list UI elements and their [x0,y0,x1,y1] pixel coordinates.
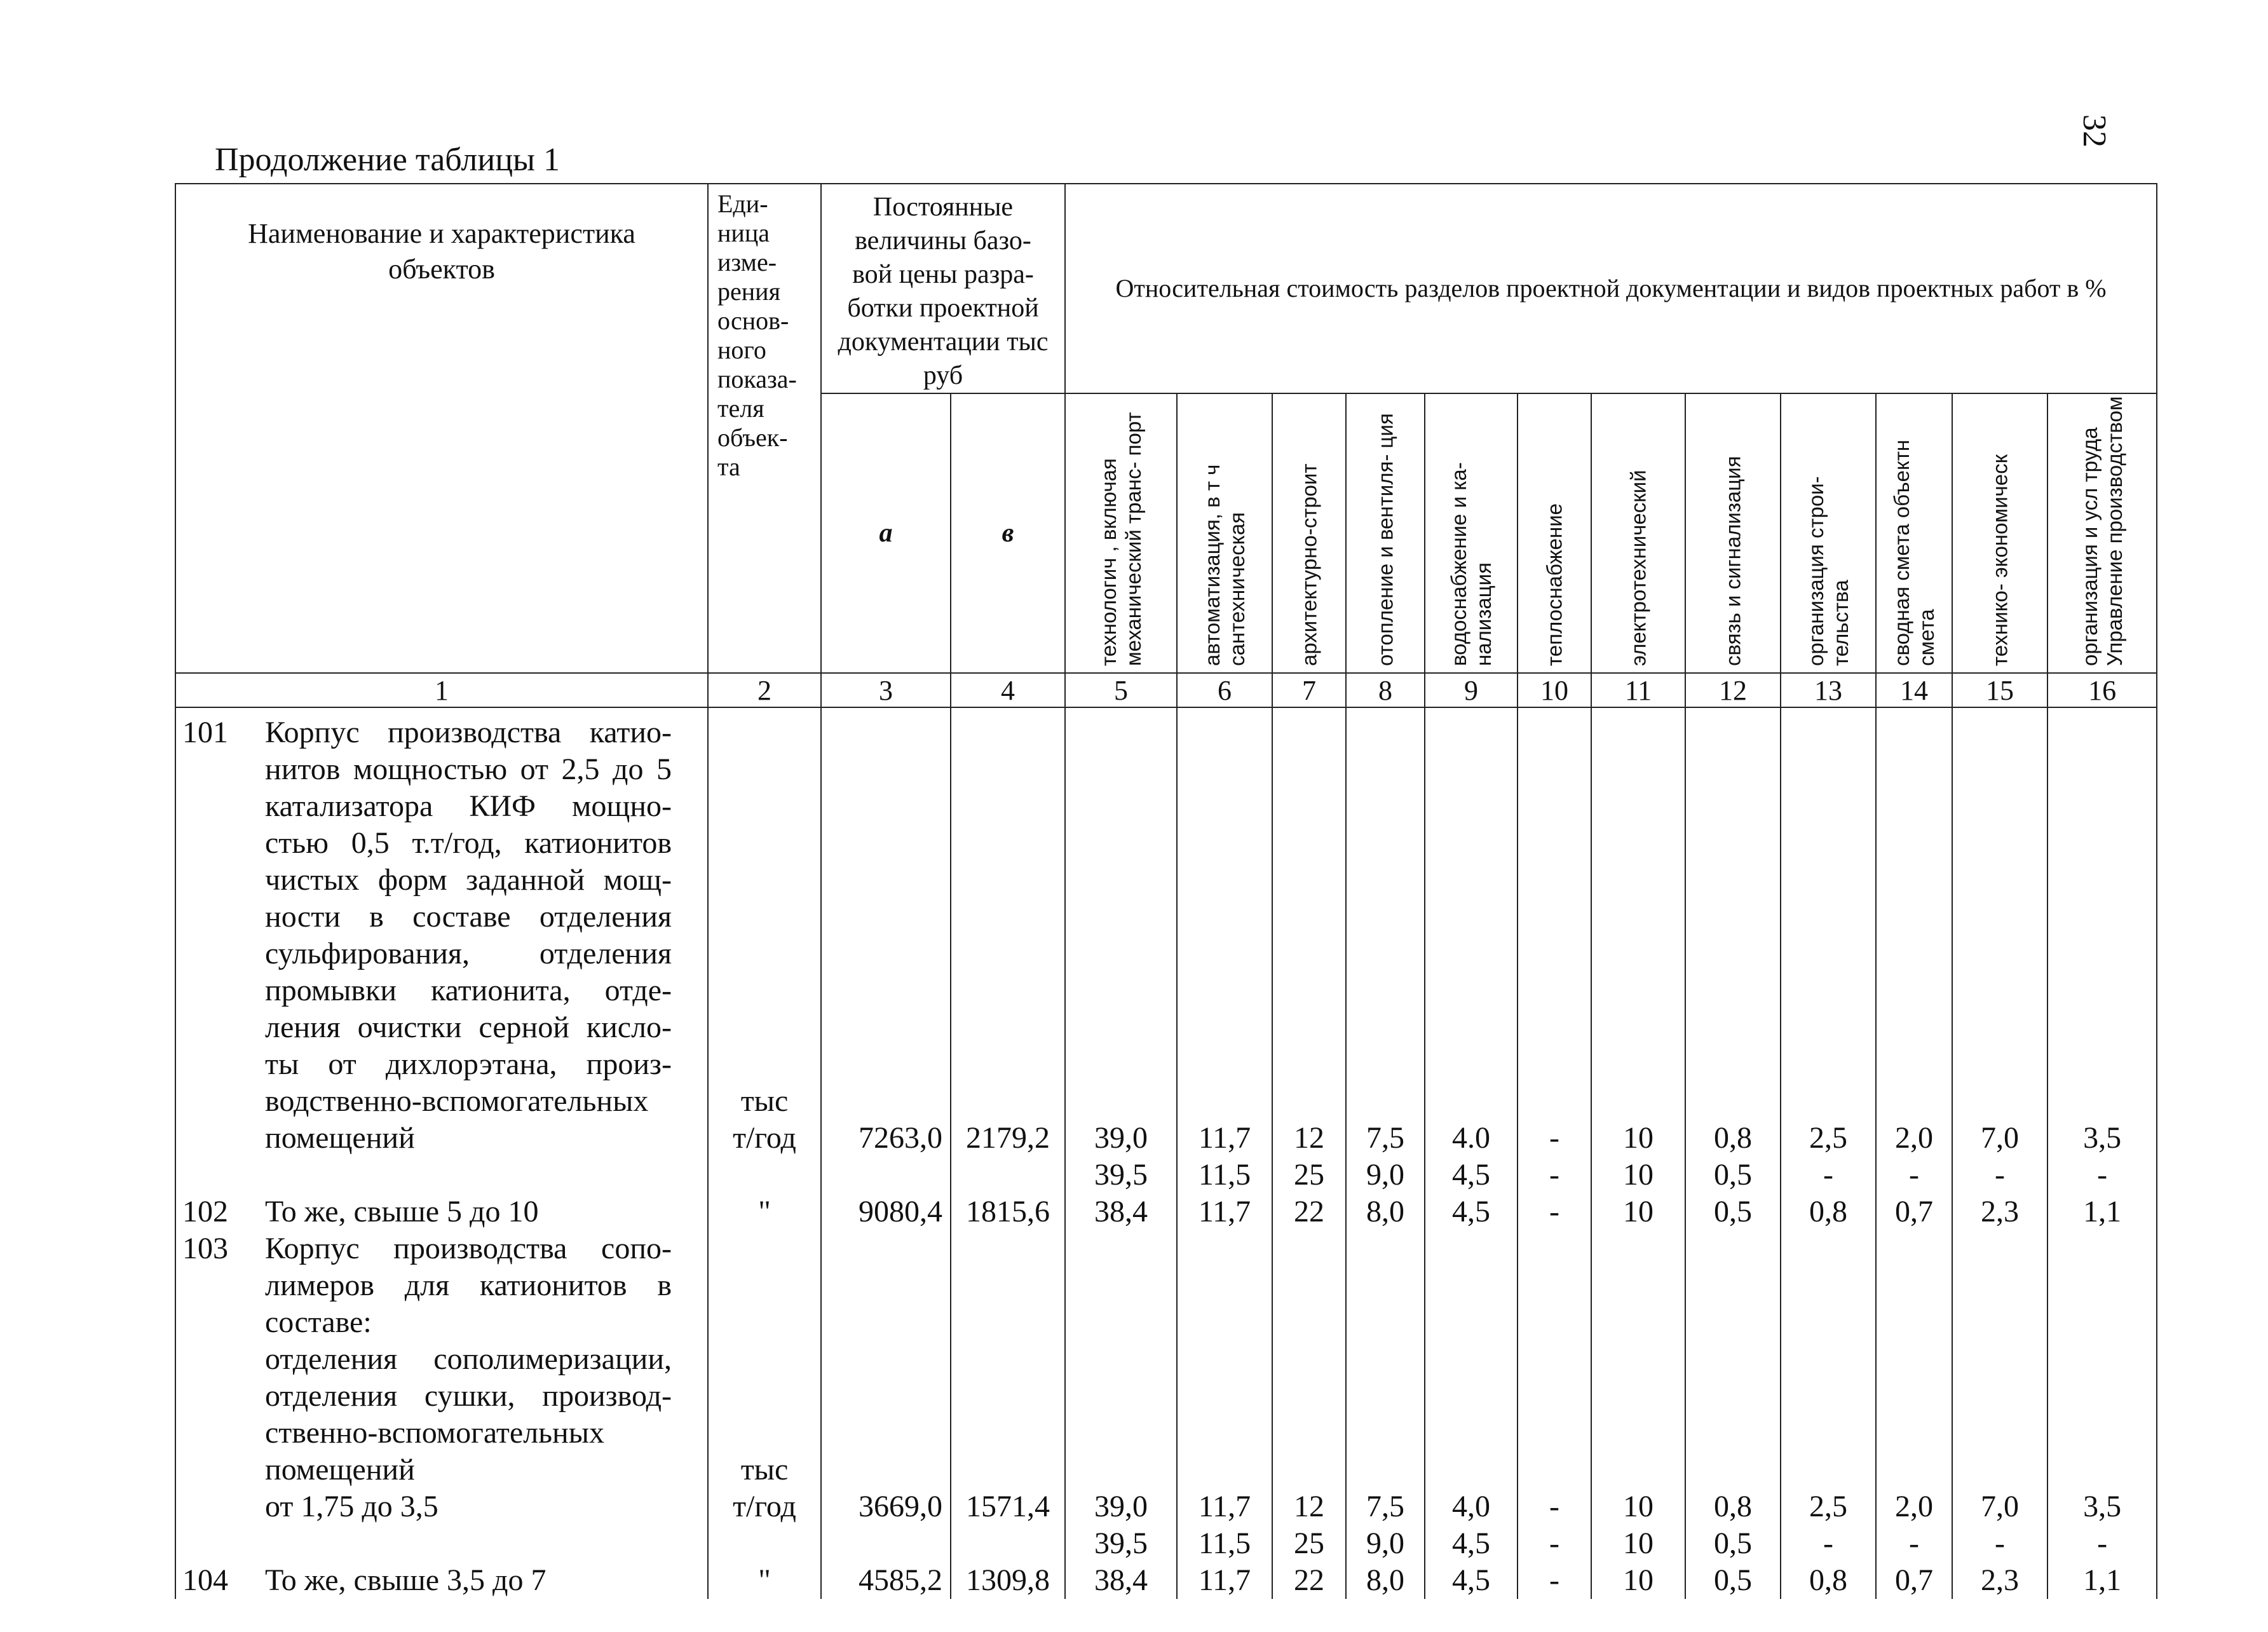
row-value-b: 2179,2 [951,707,1065,1157]
header-vertical-6: автоматизация, в т ч сантехническая [1177,393,1272,673]
table-row [175,707,2157,1157]
row-value: 11,7 [1177,1230,1272,1525]
row-value: 39,0 [1065,707,1177,1157]
row-description [175,1230,708,1525]
row-value: 4,5 [1425,1525,1518,1562]
column-number: 13 [1781,673,1876,707]
header-vertical-9: водоснабжение и ка- нализация [1425,393,1518,673]
column-number: 12 [1685,673,1781,707]
row-value: - [1518,1525,1591,1562]
row-value: 10 [1591,1525,1685,1562]
row-value: 0,7 [1876,1562,1952,1599]
row-value: - [1876,1157,1952,1193]
table-row [175,1525,2157,1562]
row-value: 2,5 [1781,707,1876,1157]
row-value: 9,0 [1346,1157,1425,1193]
row-code: 102 [182,1195,228,1228]
row-value: 39,0 [1065,1230,1177,1525]
row-value: 0,5 [1685,1562,1781,1599]
row-name: Корпус производства катио- нитов мощностью от 2,5 до 5 катализатора КИФ мощно- стью 0,5 т.т/год, катионитов чистых форм заданной мощ- ности в составе отделения сульфирования, отделения промывки катионита, отде- ления очистки серной кисло- ты от дихлорэтана, произ- водственно-вспомогательных помещений [265,716,672,1155]
row-code: 101 [182,716,228,749]
header-vertical-5: технологич , включая механический транс- порт [1065,393,1177,673]
column-number: 4 [951,673,1065,707]
row-value: 9,0 [1346,1525,1425,1562]
row-unit: тыс т/год [708,1230,821,1525]
column-number: 16 [2047,673,2157,707]
row-value: 10 [1591,707,1685,1157]
column-numbers-row [175,673,2157,707]
row-unit: тыс т/год [708,707,821,1157]
row-value: 0,7 [1876,1193,1952,1230]
row-value: 0,8 [1781,1562,1876,1599]
row-value: 4,5 [1425,1562,1518,1599]
row-value: - [1518,1157,1591,1193]
row-value: 0,5 [1685,1525,1781,1562]
column-number: 10 [1518,673,1591,707]
row-value-a: 4585,2 [821,1562,951,1599]
row-value: 3,5 [2047,707,2157,1157]
row-value: - [1952,1157,2047,1193]
row-value-a: 9080,4 [821,1193,951,1230]
row-value: - [1952,1525,2047,1562]
column-number: 2 [708,673,821,707]
row-value: - [1781,1157,1876,1193]
row-value: - [1518,707,1591,1157]
row-name-cont: отделения сополимеризации, отделения сушки, производ- ственно-вспомогательных помещений [265,1342,672,1486]
row-value-a: 7263,0 [821,707,951,1157]
header-name: Наименование и характеристика объектов [175,184,708,673]
row-value: 8,0 [1346,1562,1425,1599]
row-value: 0,8 [1685,707,1781,1157]
row-value: 2,3 [1952,1193,2047,1230]
column-number: 14 [1876,673,1952,707]
header-relative: Относительная стоимость разделов проектной документации и видов проектных работ в % [1065,184,2157,393]
row-code: 103 [182,1232,228,1265]
column-number: 6 [1177,673,1272,707]
row-description [175,1562,708,1599]
header-col-a: а [821,393,951,673]
row-unit: " [708,1562,821,1599]
row-name: Корпус производства сопо- лимеров для катионитов в составе: [265,1232,672,1339]
row-value: 10 [1591,1562,1685,1599]
row-value: 11,7 [1177,707,1272,1157]
row-value: - [2047,1525,2157,1562]
column-number: 3 [821,673,951,707]
row-value: 7,5 [1346,707,1425,1157]
row-value: 25 [1272,1525,1346,1562]
column-number: 8 [1346,673,1425,707]
row-value: 7,5 [1346,1230,1425,1525]
row-value: 4,5 [1425,1193,1518,1230]
row-value: 2,3 [1952,1562,2047,1599]
row-value: 12 [1272,1230,1346,1525]
row-unit: " [708,1193,821,1230]
row-value: - [1518,1562,1591,1599]
row-value: 4,5 [1425,1157,1518,1193]
row-value: 8,0 [1346,1193,1425,1230]
row-name-range: от 1,75 до 3,5 [265,1490,438,1523]
row-value: - [2047,1157,2157,1193]
row-value: 0,5 [1685,1193,1781,1230]
header-vertical-13: организация строи- тельства [1781,393,1876,673]
row-value: 2,0 [1876,1230,1952,1525]
row-value: 22 [1272,1562,1346,1599]
row-value-b: 1309,8 [951,1562,1065,1599]
header-vertical-11: электротехнический [1591,393,1685,673]
row-value: 7,0 [1952,707,2047,1157]
row-value: - [1781,1525,1876,1562]
header-vertical-8: отопление и вентиля- ция [1346,393,1425,673]
row-value: 11,5 [1177,1157,1272,1193]
continuation-title: Продолжение таблицы 1 [215,142,560,178]
table-row [175,1230,2157,1525]
row-name: То же, свыше 3,5 до 7 [265,1563,547,1597]
header-vertical-12: связь и сигнализация [1685,393,1781,673]
row-description [175,1193,708,1230]
header-col-b: в [951,393,1065,673]
table-row [175,1193,2157,1230]
row-value: 0,5 [1685,1157,1781,1193]
row-value: 10 [1591,1230,1685,1525]
cost-table [175,183,2157,1599]
table-row [175,1157,2157,1193]
header-vertical-10: теплоснабжение [1518,393,1591,673]
header-const: Постоянные величины базо- вой цены разра- ботки проектной документации тыс руб [821,184,1065,393]
row-value: 3,5 [2047,1230,2157,1525]
header-vertical-15: технико- экономическ [1952,393,2047,673]
column-number: 15 [1952,673,2047,707]
row-value-b: 1815,6 [951,1193,1065,1230]
row-value: 0,8 [1781,1193,1876,1230]
row-value-a: 3669,0 [821,1230,951,1525]
row-value: 12 [1272,707,1346,1157]
row-code: 104 [182,1563,228,1597]
row-value: - [1518,1230,1591,1525]
row-value: 4.0 [1425,707,1518,1157]
row-value: 11,7 [1177,1193,1272,1230]
column-number: 9 [1425,673,1518,707]
row-value: 38,4 [1065,1562,1177,1599]
row-value: 1,1 [2047,1193,2157,1230]
row-name: То же, свыше 5 до 10 [265,1195,539,1228]
row-description [175,707,708,1157]
header-unit: Еди- ница изме- рения основ- ного показа- теля объек- та [708,184,821,673]
row-value: 38,4 [1065,1193,1177,1230]
row-value: 0,8 [1685,1230,1781,1525]
column-number: 11 [1591,673,1685,707]
row-value: 39,5 [1065,1525,1177,1562]
row-value: 11,5 [1177,1525,1272,1562]
column-number: 5 [1065,673,1177,707]
row-value: 2,0 [1876,707,1952,1157]
row-value: 11,7 [1177,1562,1272,1599]
row-value: 10 [1591,1157,1685,1193]
header-row-1 [175,184,2157,393]
row-value: 1,1 [2047,1562,2157,1599]
header-vertical-7: архитектурно-строит [1272,393,1346,673]
row-value: 7,0 [1952,1230,2047,1525]
row-value: - [1518,1193,1591,1230]
row-value: 10 [1591,1193,1685,1230]
header-vertical-14: сводная смета объектн смета [1876,393,1952,673]
column-number: 1 [175,673,708,707]
row-value: 2,5 [1781,1230,1876,1525]
table-row [175,1562,2157,1599]
page-number: 32 [2076,114,2112,147]
row-value: - [1876,1525,1952,1562]
row-value-b: 1571,4 [951,1230,1065,1525]
header-vertical-16: организация и усл труда Управление производством [2047,393,2157,673]
row-value: 39,5 [1065,1157,1177,1193]
row-value: 25 [1272,1157,1346,1193]
column-number: 7 [1272,673,1346,707]
row-value: 22 [1272,1193,1346,1230]
row-value: 4,0 [1425,1230,1518,1525]
